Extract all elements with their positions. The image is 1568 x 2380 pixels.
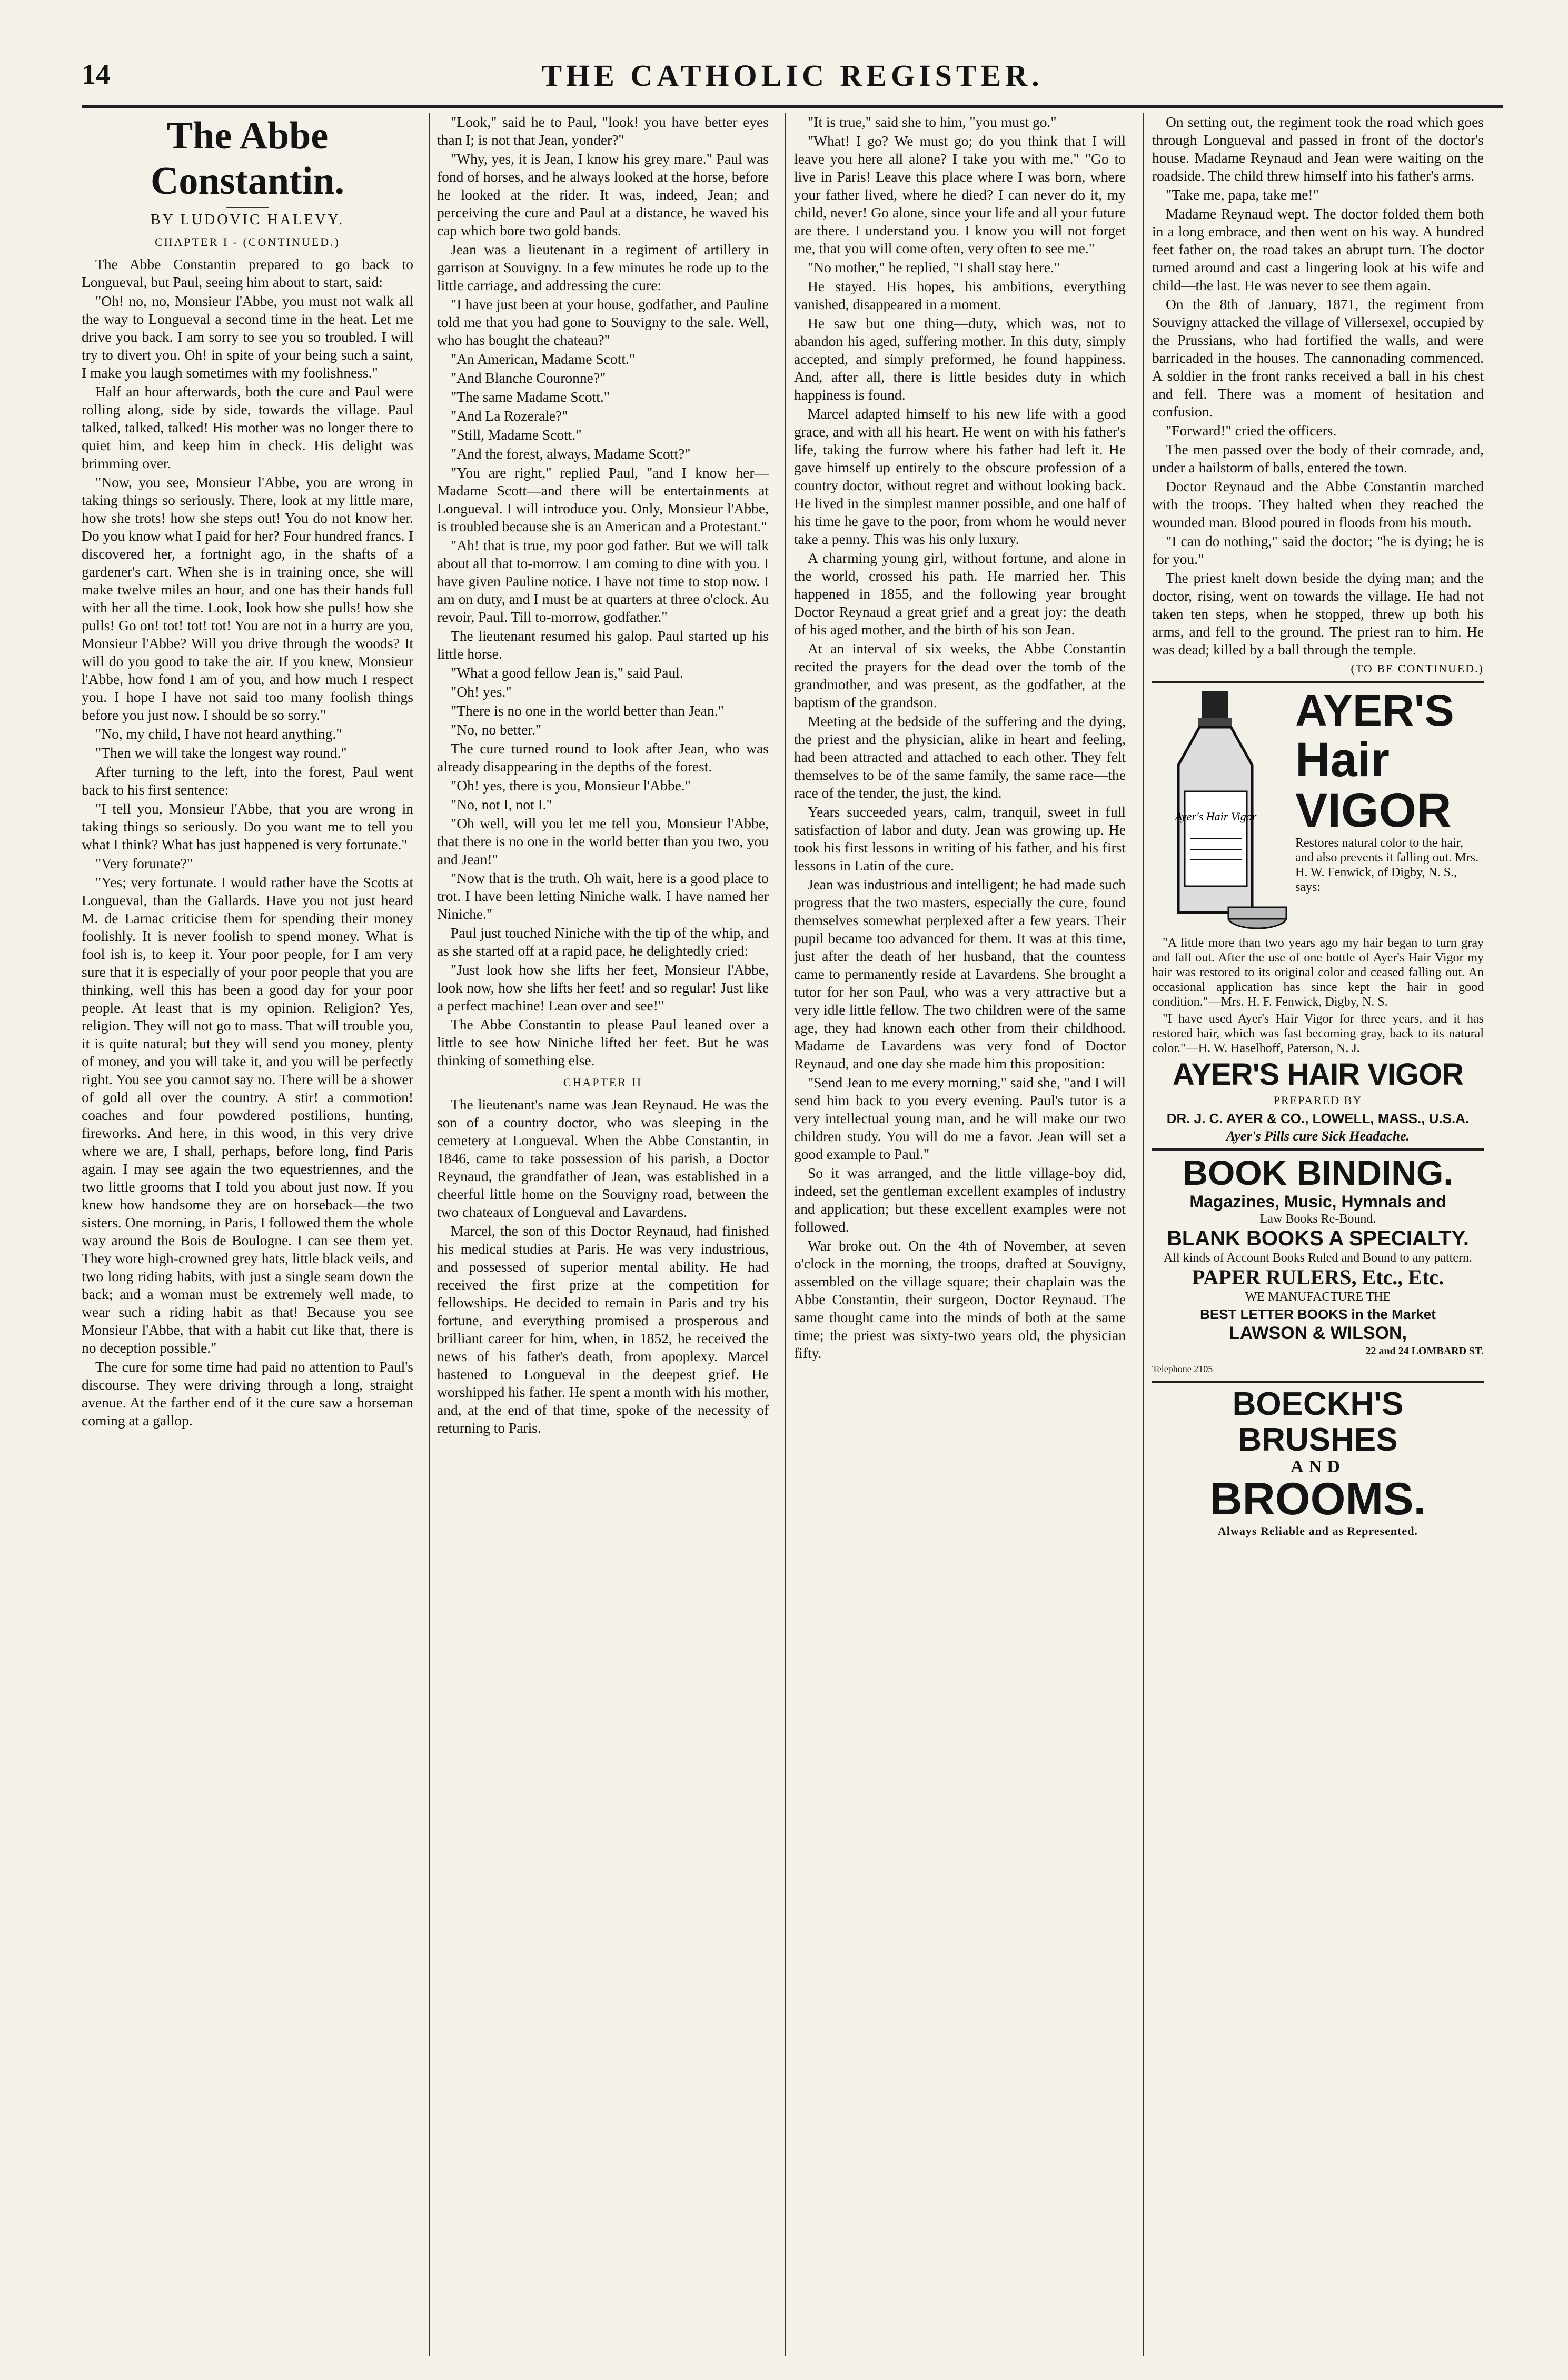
boeckh-brooms: BROOMS. xyxy=(1209,1474,1426,1524)
paragraph: "Oh! yes, there is you, Monsieur l'Abbe." xyxy=(451,777,691,794)
paragraph: After turning to the left, into the forest, Paul went back to his first sentence: xyxy=(82,763,413,798)
paragraph: "And the forest, always, Madame Scott?" xyxy=(451,445,691,462)
firm-address: 22 and 24 LOMBARD ST. xyxy=(1365,1345,1484,1357)
paragraph: "And Blanche Couronne?" xyxy=(451,370,606,386)
paragraph: "I tell you, Monsieur l'Abbe, that you are wrong in taking things so seriously. Do you want me to tell you what I think? What has just happened is very fortunate." xyxy=(82,800,413,852)
paragraph: On setting out, the regiment took the road which goes through Longueval and passed in front of the doctor's house. Madame Reynaud and Jean were waiting on the roadside. The child threw himself into his father's arms. xyxy=(1152,114,1484,184)
paragraph: "An American, Madame Scott." xyxy=(451,351,636,367)
paragraph: Years succeeded years, calm, tranquil, sweet in full satisfaction of labor and duty. Jean was growing up. He took his first lessons in writing of his father, and his first lessons in Latin of the cure. xyxy=(794,804,1126,874)
chapter-heading: CHAPTER II xyxy=(563,1076,643,1089)
paragraph: "Oh! no, no, Monsieur l'Abbe, you must not walk all the way to Longueval a second time in the heat. Let me drive you back. I am sorry to see you so troubled. I will try to divert you. Oh! in spite of your being such a saint, I make you laugh sometimes with my foolishness." xyxy=(82,293,413,381)
masthead: THE CATHOLIC REGISTER. xyxy=(541,58,1044,93)
paragraph: A charming young girl, without fortune, and alone in the world, crossed his path. He married her. This happened in 1855, and the following year brought Doctor Reynaud a great grief and a great joy: the death of his aged mother, and the birth of his son Jean. xyxy=(794,550,1126,638)
column-divider xyxy=(1143,113,1144,2356)
paragraph: Paul just touched Niniche with the tip of the whip, and as she started off at a rapid pace, he delightedly cried: xyxy=(437,925,769,959)
ayers-headline: AYER'S xyxy=(1295,686,1454,735)
paragraph: "There is no one in the world better than Jean." xyxy=(451,702,724,719)
paragraph: Half an hour afterwards, both the cure and Paul were rolling along, side by side, towards the village. Paul talked, talked, talked! His mother was no longer there to quiet him, and keep him in check. His delight was brimming over. xyxy=(82,383,413,471)
paragraph: "No, not I, not I." xyxy=(451,796,552,812)
story-byline: BY LUDOVIC HALEVY. xyxy=(150,212,345,228)
binding-line: Law Books Re-Bound. xyxy=(1259,1212,1376,1226)
paragraph: War broke out. On the 4th of November, at seven o'clock in the morning, the troops, drafted at Souvigny, assembled on the village square; their chaplain was the Abbe Constantin, their surgeon, Doctor Reynaud. The same thought came into the minds of both at the same time; the priest was sixty-two years old, the physician fifty. xyxy=(794,1237,1126,1361)
paragraph: The priest knelt down beside the dying man; and the doctor, rising, went on towards the village. He had not taken ten steps, when he stopped, threw up both his arms, and fell to the ground. The priest ran to him. He was dead; killed by a ball through the temple. xyxy=(1152,570,1484,658)
column-divider xyxy=(429,113,430,2356)
binding-line: WE MANUFACTURE THE xyxy=(1245,1290,1391,1304)
bottle-label-text: Ayer's Hair Vigor xyxy=(1175,810,1257,823)
paragraph: Madame Reynaud wept. The doctor folded them both in a long embrace, and then went on his way. A hundred feet father on, the road takes an abrupt turn. The doctor turned around and cast a lingering look at his wife and child—the last. He was never to see them again. xyxy=(1152,205,1484,293)
paragraph: The Abbe Constantin to please Paul leaned over a little to see how Niniche lifted her feet. But he was thinking of something else. xyxy=(437,1016,769,1068)
paragraph: "Just look how she lifts her feet, Monsieur l'Abbe, look now, how she lifts her feet! and so regular! Just like a perfect machine! Lean over and see!" xyxy=(437,961,769,1014)
paragraph: The Abbe Constantin prepared to go back to Longueval, but Paul, seeing him about to start, said: xyxy=(82,256,413,290)
paragraph: "Oh! yes." xyxy=(451,683,512,700)
paragraph: "Ah! that is true, my poor god father. But we will talk about all that to-morrow. I am coming to dine with you. I have given Pauline notice. I have not time to stop now. I am on duty, and I must be at quarters at three o'clock. Au revoir, Paul. Till to-morrow, godfather." xyxy=(437,537,769,625)
paragraph: "Yes; very fortunate. I would rather have the Scotts at Longueval, than the Gallards. Have you not just heard M. de Larnac criticise them for spending their money foolishly. It is never foolish to spend money. What is fool ish is, to keep it. Your poor people, for I am very sure that it is especially of your poor people that you are thinking, well this has been a good day for your poor people. At least that is my opinion. Religion? Yes, religion. They will not go to mass. That will trouble you, it is quite natural; but they will send you money, plenty of money, and you will take it, and you will be perfectly right. You see you cannot say no. There will be a shower of gold all over the country. A stir! a commotion! coaches and four powdered postilions, hunting, fireworks. And here, in this wood, in this very drive where we are, I shall, perhaps, before long, find Paris again. I may see again the two equestriennes, and the two little grooms that I told you about just now. If you knew how handsome they are on horseback—the two sisters. One morning, in Paris, I followed them the whole way around the Bois de Boulogne. I can see them yet. They wore high-crowned grey hats, little black veils, and two long riding habits, with just a single seam down the back; and a woman must be extremely well made, to wear such a riding habit as that! Because you see Monsieur l'Abbe, that with a habit cut like that, there is no deception possible." xyxy=(82,874,413,1356)
paragraph: "Now, you see, Monsieur l'Abbe, you are wrong in taking things so seriously. There, look at my little mare, how she trots! how she steps out! You do not know her. Do you know what I paid for her? Four hundred francs. I discovered her, a fortnight ago, in the shafts of a gardener's cart. When she is in training once, she will make twelve miles an hour, and one has their hands full with her all the time. Look, look how she pulls! how she pulls! Go on! tot! tot! tot! You are not in a hurry are you, Monsieur l'Abbe? Will you drive through the woods? It will do you good to take the air. If you knew, Monsieur l'Abbe, how fond I am of you, and how much I respect you. I hope I have not said too many foolish things before you just now. I should be so sorry." xyxy=(82,474,413,723)
firm-telephone: Telephone 2105 xyxy=(1152,1364,1213,1374)
paragraph: So it was arranged, and the little village-boy did, indeed, set the gentleman excellent examples of industry and application; but these excellent examples were not followed. xyxy=(794,1165,1126,1235)
paragraph: The cure turned round to look after Jean, who was already disappearing in the depths of the forest. xyxy=(437,740,769,775)
paragraph: "Oh well, will you let me tell you, Monsieur l'Abbe, that there is no one in the world better than you two, you and Jean!" xyxy=(437,815,769,867)
paragraph: The lieutenant resumed his galop. Paul started up his little horse. xyxy=(437,628,769,662)
header-rule xyxy=(82,105,1503,108)
hair-headline: Hair xyxy=(1295,733,1390,787)
book-binding-title: BOOK BINDING. xyxy=(1183,1153,1453,1192)
paragraph: He stayed. His hopes, his ambitions, everything vanished, disappeared in a moment. xyxy=(794,278,1126,312)
paragraph: The cure for some time had paid no attention to Paul's discourse. They were driving through a long, straight avenue. At the farther end of it the cure saw a horseman coming at a gallop. xyxy=(82,1358,413,1429)
paragraph: On the 8th of January, 1871, the regiment from Souvigny attacked the village of Villersexel, occupied by the Prussians, who had fortified the walls, and were barricaded in the houses. The cannonading commenced. A soldier in the front ranks received a ball in his chest and fell. There was a moment of hesitation and confusion. xyxy=(1152,296,1484,420)
paragraph: "Take me, papa, take me!" xyxy=(1166,186,1319,203)
testimonial-fenwick: "A little more than two years ago my hair began to turn gray and fall out. After the use of one bottle of Ayer's Hair Vigor my hair was restored to its original color and ceased falling out. An occasional application has since kept the hair in good condition."—Mrs. H. F. Fenwick, Digby, N. S. xyxy=(1152,936,1484,1009)
binding-line: Magazines, Music, Hymnals and xyxy=(1189,1192,1446,1211)
to-be-continued: (TO BE CONTINUED.) xyxy=(1351,662,1484,675)
paragraph: Doctor Reynaud and the Abbe Constantin marched with the troops. They halted when they reached the wounded man. Blood poured in floods from his mouth. xyxy=(1152,478,1484,530)
paragraph: "It is true," said she to him, "you must go." xyxy=(808,114,1057,130)
paragraph: "No, no better." xyxy=(451,721,542,738)
paragraph: The lieutenant's name was Jean Reynaud. He was the son of a country doctor, who was sleeping in the cemetery at Longueval. When the Abbe Constantin, in 1846, came to take possession of his parish, a Doctor Reynaud, the grandfather of Jean, was established in a cheerful little home on the Souvigny road, between the two chateaux of Longueval and Lavardens. xyxy=(437,1096,769,1220)
title-rule xyxy=(226,207,269,208)
column-1 xyxy=(82,113,413,2356)
binding-line: All kinds of Account Books Ruled and Bound to any pattern. xyxy=(1164,1251,1472,1265)
paragraph: He saw but one thing—duty, which was, not to abandon his aged, suffering mother. In this duty, simply accepted, and simply preformed, he found happiness. And, after all, there is little besides duty in which happiness is found. xyxy=(794,315,1126,403)
paragraph: "Very forunate?" xyxy=(95,855,193,871)
story-title: The Abbe Constantin. xyxy=(150,114,345,203)
paragraph: "Still, Madame Scott." xyxy=(451,427,582,443)
boeckh-tagline: Always Reliable and as Represented. xyxy=(1218,1524,1418,1538)
boeckh-brushes-ad xyxy=(1152,1381,1484,1540)
paragraph: "Forward!" cried the officers. xyxy=(1166,422,1337,439)
book-binding-ad xyxy=(1152,1148,1484,1378)
column-divider xyxy=(785,113,786,2356)
blank-books-headline: BLANK BOOKS A SPECIALTY. xyxy=(1166,1227,1470,1250)
boeckh-and: AND xyxy=(1291,1457,1345,1476)
paragraph: Jean was industrious and intelligent; he had made such progress that the two masters, especially the cure, found themselves somewhat perplexed after a few years. Their pupil became too advanced for them. It was at this time, just after the death of her husband, that the countess came to permanently reside at Lavardens. She brought a tutor for her son Paul, who was a very attractive but a very idle little fellow. The two children were of the same age, they had known each other from their childhood. Madame de Lavardens was very fond of Doctor Reynaud, and one day she made him this proposition: xyxy=(794,876,1126,1072)
vigor-headline: VIGOR xyxy=(1295,784,1452,837)
testimonial-haselhoff: "I have used Ayer's Hair Vigor for three years, and it has restored hair, which was fast becoming gray, back to its natural color."—H. W. Haselhoff, Paterson, N. J. xyxy=(1152,1012,1484,1055)
paragraph: "You are right," replied Paul, "and I know her—Madame Scott—and there will be entertainments at Longueval. I will introduce you. Only, Monsieur l'Abbe, is troubled because she is an American and a Protestant." xyxy=(437,464,769,534)
paragraph: "What a good fellow Jean is," said Paul. xyxy=(451,665,683,681)
paper-rulers-headline: PAPER RULERS, Etc., Etc. xyxy=(1192,1265,1444,1289)
paragraph: Meeting at the bedside of the suffering and the dying, the priest and the physician, alike in heart and feeling, had been attracted and attached to each other. They felt themselves to be of the same family, the same race—the race of the tender, the just, the kind. xyxy=(794,713,1126,801)
paragraph: Jean was a lieutenant in a regiment of artillery in garrison at Souvigny. In a few minutes he rode up to the little carriage, and addressing the cure: xyxy=(437,241,769,293)
ayers-claim: Restores natural color to the hair, and also prevents it falling out. Mrs. H. W. Fenwick, of Digby, N. S., says: xyxy=(1295,836,1478,894)
prepared-by: PREPARED BY xyxy=(1273,1094,1363,1107)
paragraph: "What! I go? We must go; do you think that I will leave you here all alone? I take you with me." "Go to live in Paris! Leave this place where I was born, where your father lived, where he died? I can never do it, my child, never! Go alone, since your life and all your future are there. I understand you. I know you will not forget me, that you will come often, very often to see me." xyxy=(794,133,1126,256)
hair-vigor-bottle-icon xyxy=(1152,686,1289,934)
ayers-maker: DR. J. C. AYER & CO., LOWELL, MASS., U.S.A. xyxy=(1166,1110,1470,1126)
chapter-heading: CHAPTER I - (CONTINUED.) xyxy=(155,235,340,249)
column-4 xyxy=(1152,113,1484,2356)
paragraph: "No mother," he replied, "I shall stay here." xyxy=(808,259,1060,275)
paragraph: "I have just been at your house, godfather, and Pauline told me that you had gone to Souvigny to the sale. Well, who has bought the chateau?" xyxy=(437,296,769,348)
paragraph: "The same Madame Scott." xyxy=(451,389,610,405)
column-3 xyxy=(794,113,1126,2356)
paragraph: The men passed over the body of their comrade, and, under a hailstorm of balls, entered the town. xyxy=(1152,441,1484,475)
page-header xyxy=(82,58,1503,103)
paragraph: At an interval of six weeks, the Abbe Constantin recited the prayers for the dead over the tomb of the grandmother, and was present, as the godfather, at the baptism of the grandson. xyxy=(794,640,1126,710)
paragraph: "Then we will take the longest way round." xyxy=(95,745,347,761)
paragraph: "I can do nothing," said the doctor; "he is dying; he is for you." xyxy=(1152,533,1484,567)
page-number: 14 xyxy=(82,58,110,90)
ayers-hair-vigor-ad xyxy=(1152,681,1484,1145)
ayers-brand: AYER'S HAIR VIGOR xyxy=(1172,1057,1464,1092)
paragraph: "Now that is the truth. Oh wait, here is a good place to trot. I have been letting Niniche walk. I have named her Niniche." xyxy=(437,870,769,922)
paragraph: "Why, yes, it is Jean, I know his grey mare." Paul was fond of horses, and he always looked at the horse, before he looked at the rider. It was, indeed, Jean; and perceiving the cure and Paul at a distance, he waved his cap which bore two gold bands. xyxy=(437,151,769,239)
boeckh-title: BOECKH'S BRUSHES xyxy=(1232,1386,1404,1458)
ayers-ad-body xyxy=(1152,686,1484,934)
paragraph: Marcel, the son of this Doctor Reynaud, had finished his medical studies at Paris. He was very industrious, and possessed of superior mental ability. He had received the first prize at the competition for fellowships. He decided to remain in Paris and try his fortune, and everything promised a prosperous and brilliant career for him, when, in 1852, he received the news of his father's death, from apoplexy. Marcel hastened to Longueval in the deepest grief. He worshipped his father. He spent a month with his mother, and, at the end of that time, spoke of the necessity of returning to Paris. xyxy=(437,1223,769,1436)
ayers-tagline: Ayer's Pills cure Sick Headache. xyxy=(1226,1128,1410,1144)
paragraph: "Send Jean to me every morning," said she, "and I will send him back to you every evening. Paul's tutor is a very intellectual young man, and he will make our two children study. You will do me a favor. Jean will set a good example to Paul." xyxy=(794,1074,1126,1162)
paragraph: Marcel adapted himself to his new life with a good grace, and with all his heart. He went on with his father's life, taking the furrow where his father had left it. He gave himself up entirely to the obscure profession of a country doctor, without regret and without looking back. He lived in the simplest manner possible, and one half of his time he gave to the poor, from whom he would never take a penny. This was his only luxury. xyxy=(794,405,1126,547)
paragraph: "Look," said he to Paul, "look! you have better eyes than I; is not that Jean, yonder?" xyxy=(437,114,769,148)
column-2 xyxy=(437,113,769,2356)
firm-name: LAWSON & WILSON, xyxy=(1228,1323,1407,1343)
paragraph: "And La Rozerale?" xyxy=(451,408,568,424)
paragraph: "No, my child, I have not heard anything." xyxy=(95,726,342,742)
binding-line: BEST LETTER BOOKS in the Market xyxy=(1200,1306,1436,1322)
